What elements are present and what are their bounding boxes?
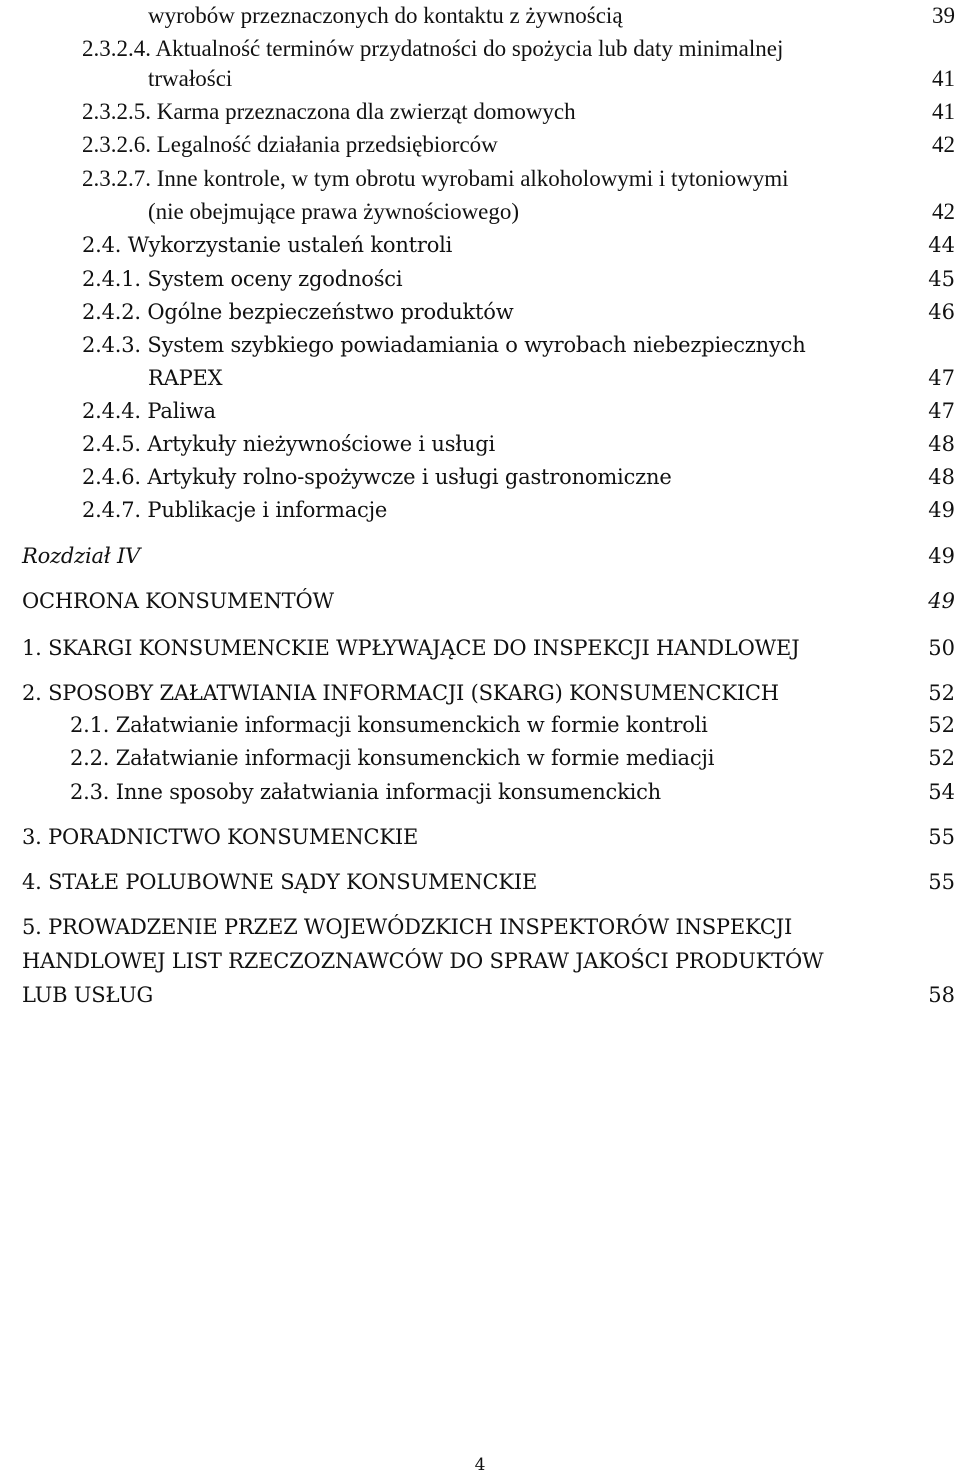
toc-entry-text: 2.4.5. Artykuły nieżywnościowe i usługi [82, 432, 495, 456]
toc-entry-page: 48 [928, 432, 955, 456]
toc-entry-text: 2.3.2.4. Aktualność terminów przydatności do spożycia lub daty minimalnej [82, 36, 784, 61]
toc-entry-text: 2.3.2.7. Inne kontrole, w tym obrotu wyrobami alkoholowymi i tytoniowymi [82, 166, 789, 191]
toc-entry-text: 2.4.7. Publikacje i informacje [82, 498, 388, 522]
toc-entry-text: 2.1. Załatwianie informacji konsumenckich w formie kontroli [70, 713, 708, 737]
toc-entry-page: 39 [932, 3, 955, 28]
toc-entry-text: 2.2. Załatwianie informacji konsumenckich w formie mediacji [70, 746, 715, 770]
toc-entry-page: 52 [928, 746, 955, 770]
toc-entry-text: trwałości [148, 66, 233, 91]
toc-entry-page: 48 [928, 465, 955, 489]
toc-entry-text: 2.4.4. Paliwa [82, 399, 216, 423]
toc-entry-text: 2.4.2. Ogólne bezpieczeństwo produktów [82, 300, 514, 324]
toc-entry-text: 2.3.2.5. Karma przeznaczona dla zwierząt domowych [82, 99, 576, 124]
toc-section: 3. PORADNICTWO KONSUMENCKIE [22, 825, 419, 849]
toc-entry-text: 2.3.2.6. Legalność działania przedsiębiorców [82, 132, 498, 157]
toc-entry-page: 58 [928, 983, 955, 1007]
toc-section: HANDLOWEJ LIST RZECZOZNAWCÓW DO SPRAW JAKOŚCI PRODUKTÓW [22, 949, 824, 973]
toc-entry-text: RAPEX [148, 366, 223, 390]
toc-entry-page: 49 [928, 498, 955, 522]
toc-entry-page: 42 [932, 199, 955, 224]
toc-entry-page: 47 [928, 366, 955, 390]
toc-section: 2. SPOSOBY ZAŁATWIANIA INFORMACJI (SKARG) KONSUMENCKICH [22, 681, 779, 705]
toc-entry-text: 2.3. Inne sposoby załatwiania informacji konsumenckich [70, 780, 662, 804]
toc-entry-page: 47 [928, 399, 955, 423]
toc-entry-text: 2.4.1. System oceny zgodności [82, 267, 403, 291]
toc-section: 5. PROWADZENIE PRZEZ WOJEWÓDZKICH INSPEKTORÓW INSPEKCJI [22, 915, 793, 939]
toc-entry-page: 52 [928, 713, 955, 737]
page-number: 4 [474, 1455, 486, 1475]
toc-entry-page: 49 [928, 544, 955, 568]
toc-entry-page: 49 [928, 589, 955, 613]
toc-entry-text: 2.4. Wykorzystanie ustaleń kontroli [82, 233, 453, 257]
chapter-title: OCHRONA KONSUMENTÓW [22, 589, 334, 613]
toc-entry-page: 55 [928, 825, 955, 849]
toc-entry-page: 52 [928, 681, 955, 705]
toc-entry-text: 2.4.6. Artykuły rolno-spożywcze i usługi gastronomiczne [82, 465, 672, 489]
toc-section: 4. STAŁE POLUBOWNE SĄDY KONSUMENCKIE [22, 870, 538, 894]
toc-section: LUB USŁUG [22, 983, 154, 1007]
toc-entry-page: 46 [928, 300, 955, 324]
toc-section: 1. SKARGI KONSUMENCKIE WPŁYWAJĄCE DO INSPEKCJI HANDLOWEJ [22, 636, 800, 660]
toc-entry-page: 50 [928, 636, 955, 660]
toc-entry-page: 54 [928, 780, 955, 804]
toc-entry-page: 44 [928, 233, 955, 257]
toc-entry-page: 41 [932, 66, 955, 91]
toc-entry-text: (nie obejmujące prawa żywnościowego) [148, 199, 520, 224]
toc-entry-page: 45 [928, 267, 955, 291]
toc-entry-page: 55 [928, 870, 955, 894]
toc-entry-text: 2.4.3. System szybkiego powiadamiania o wyrobach niebezpiecznych [82, 333, 806, 357]
toc-entry-page: 41 [932, 99, 955, 124]
toc-entry-text: wyrobów przeznaczonych do kontaktu z żywnością [148, 3, 623, 28]
toc-entry-page: 42 [932, 132, 955, 157]
chapter-heading: Rozdział IV [22, 544, 141, 568]
